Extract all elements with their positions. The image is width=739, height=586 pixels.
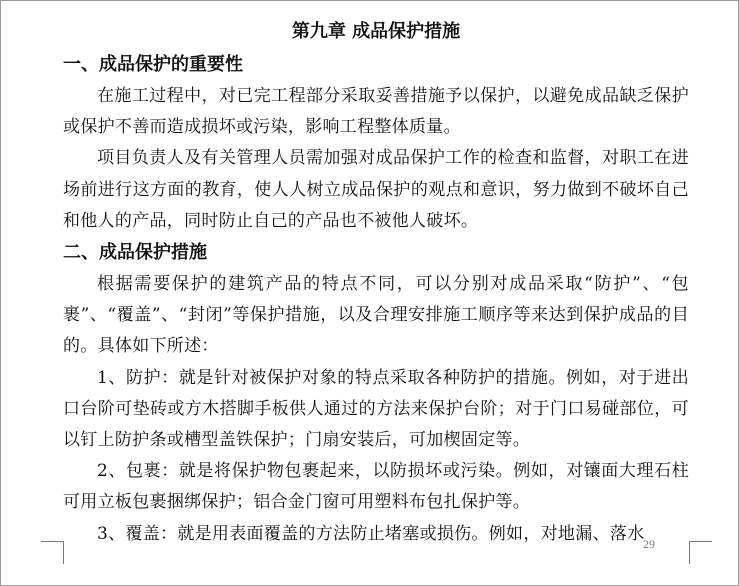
paragraph: 2、包裹：就是将保护物包裹起来，以防损坏或污染。例如，对镶面大理石柱可用立板包裹捆绑保护；铝合金门窗可用塑料布包扎保护等。 xyxy=(63,461,689,513)
paragraph: 1、防护：就是针对被保护对象的特点采取各种防护的措施。例如，对于进出口台阶可垫砖或方木搭脚手板供人通过的方法来保护台阶；对于门口易碰部位，可以钉上防护条或槽型盖铁保护；门扇安装后，可加楔固定等。 xyxy=(63,367,689,451)
paragraph: 根据需要保护的建筑产品的特点不同，可以分别对成品采取“防护”、“包裹”、“覆盖”、“封闭”等保护措施，以及合理安排施工顺序等来达到保护成品的目的。具体如下所述： xyxy=(63,274,689,357)
margin-corner-mark-left xyxy=(41,541,64,564)
section-heading-importance: 一、成品保护的重要性 xyxy=(63,54,243,75)
paragraph: 3、覆盖：就是用表面覆盖的方法防止堵塞或损伤。例如，对地漏、落水 xyxy=(97,523,645,544)
paragraph: 项目负责人及有关管理人员需加强对成品保护工作的检查和监督，对职工在进场前进行这方面的教育，使人人树立成品保护的观点和意识，努力做到不破坏自己和他人的产品，同时防止自己的产品也不被他人破坏。 xyxy=(63,148,689,231)
page-number: 29 xyxy=(643,537,655,551)
page-content xyxy=(63,15,689,550)
paragraph: 在施工过程中，对已完工程部分采取妥善措施予以保护，以避免成品缺乏保护或保护不善而造成损坏或污染，影响工程整体质量。 xyxy=(63,86,689,138)
margin-corner-mark-right xyxy=(689,541,712,564)
chapter-title: 第九章 成品保护措施 xyxy=(291,21,461,42)
section-heading-measures: 二、成品保护措施 xyxy=(63,242,207,264)
